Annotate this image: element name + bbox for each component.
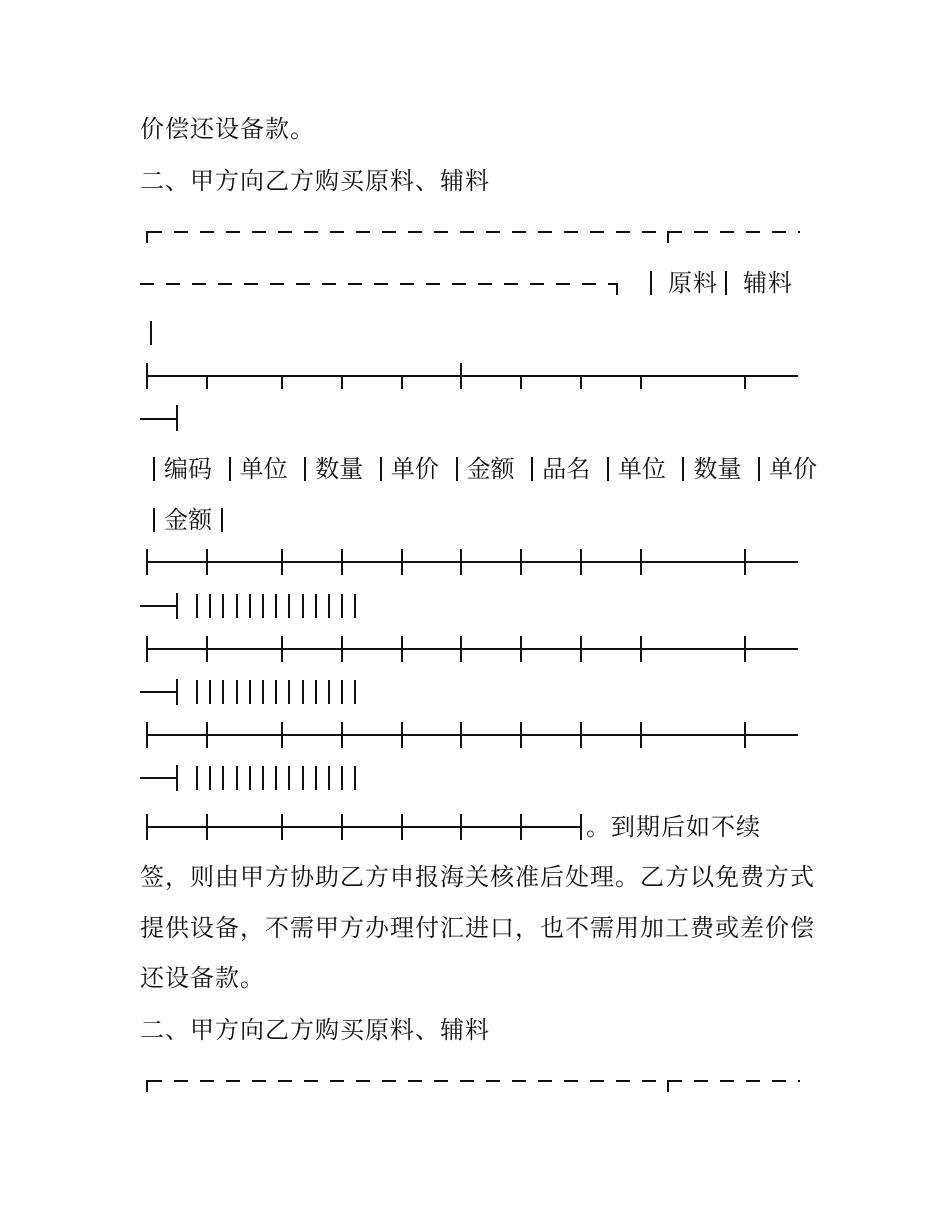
table-header-cell: 数量 <box>693 455 742 483</box>
table-empty-row <box>196 680 367 704</box>
table-header-cell: 品名 <box>542 455 591 483</box>
table-header-row-wrap <box>144 505 232 535</box>
table-empty-row <box>196 594 367 618</box>
paragraph-text: 签，则由甲方协助乙方申报海关核准后处理。乙方以免费方式 <box>140 863 815 891</box>
section-heading: 二、甲方向乙方购买原料、辅料 <box>140 1016 490 1044</box>
table-border <box>650 271 652 295</box>
paragraph-text: 。到期后如不续 <box>586 813 761 841</box>
table-header-cell: 单位 <box>617 455 666 483</box>
table-header-cell: 单价 <box>390 455 439 483</box>
table-empty-row <box>196 766 367 790</box>
table-group-header-raw: 原料 <box>668 269 718 297</box>
table-header-cell: 单价 <box>769 455 818 483</box>
table-header-row <box>144 454 817 484</box>
table-header-cell: 单位 <box>239 455 288 483</box>
paragraph-text: 价偿还设备款。 <box>140 115 315 143</box>
table-border <box>150 321 152 345</box>
table-header-cell: 编码 <box>164 455 212 483</box>
paragraph-text: 提供设备，不需甲方办理付汇进口，也不需用加工费或差价偿 <box>140 914 815 942</box>
table-header-cell: 金额 <box>466 455 515 483</box>
section-heading: 二、甲方向乙方购买原料、辅料 <box>140 167 490 195</box>
table-group-header-aux: 辅料 <box>743 269 793 297</box>
table-header-cell: 数量 <box>315 455 364 483</box>
table-header-cell: 金额 <box>164 506 212 534</box>
paragraph-text: 还设备款。 <box>140 964 265 992</box>
table-border <box>725 271 727 295</box>
